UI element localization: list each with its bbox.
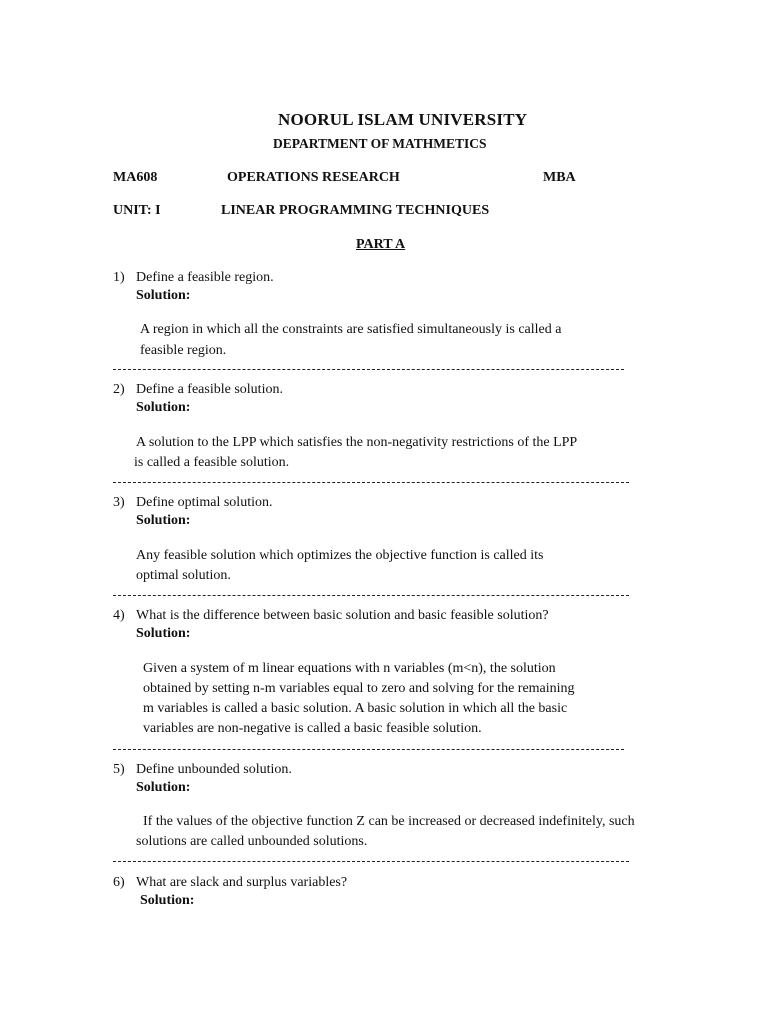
solution-label: Solution:	[136, 288, 191, 303]
course-name: OPERATIONS RESEARCH	[227, 170, 400, 185]
solution-label: Solution:	[136, 780, 191, 795]
question-number: 4)	[113, 608, 125, 623]
department-title: DEPARTMENT OF MATHMETICS	[273, 136, 487, 151]
answer-line: optimal solution.	[136, 568, 231, 583]
answer-line: Any feasible solution which optimizes the objective function is called its	[136, 548, 544, 563]
answer-line: Given a system of m linear equations with n variables (m<n), the solution	[143, 661, 556, 676]
question-number: 5)	[113, 762, 125, 777]
question-text: Define unbounded solution.	[136, 762, 292, 777]
answer-line: A region in which all the constraints are satisfied simultaneously is called a	[140, 322, 562, 337]
separator-line	[113, 595, 629, 597]
answer-line: feasible region.	[140, 343, 227, 358]
separator-line	[113, 749, 624, 751]
question-text: Define a feasible region.	[136, 270, 274, 285]
separator-line	[113, 482, 629, 484]
solution-label: Solution:	[140, 893, 195, 908]
question-text: What are slack and surplus variables?	[136, 875, 348, 890]
university-title: NOORUL ISLAM UNIVERSITY	[278, 110, 528, 129]
question-number: 2)	[113, 382, 125, 397]
question-text: Define a feasible solution.	[136, 382, 283, 397]
solution-label: Solution:	[136, 626, 191, 641]
answer-line: If the values of the objective function Z can be increased or decreased indefinitely, such	[143, 814, 635, 829]
unit-title: LINEAR PROGRAMMING TECHNIQUES	[221, 203, 490, 218]
answer-line: solutions are called unbounded solutions.	[136, 834, 368, 849]
solution-label: Solution:	[136, 513, 191, 528]
separator-line	[113, 369, 624, 371]
answer-line: m variables is called a basic solution. A basic solution in which all the basic	[143, 701, 568, 716]
question-number: 1)	[113, 270, 125, 285]
program-name: MBA	[543, 170, 576, 185]
answer-line: A solution to the LPP which satisfies the non-negativity restrictions of the LPP	[136, 435, 578, 450]
question-text: What is the difference between basic solution and basic feasible solution?	[136, 608, 549, 623]
question-number: 6)	[113, 875, 125, 890]
separator-line	[113, 861, 629, 863]
answer-line: obtained by setting n-m variables equal to zero and solving for the remaining	[143, 681, 575, 696]
answer-line: variables are non-negative is called a basic feasible solution.	[143, 721, 482, 736]
part-heading: PART A	[356, 237, 406, 252]
answer-line: is called a feasible solution.	[134, 455, 290, 470]
unit-label: UNIT: I	[113, 203, 161, 218]
solution-label: Solution:	[136, 400, 191, 415]
question-number: 3)	[113, 495, 125, 510]
course-code: MA608	[113, 170, 158, 185]
question-text: Define optimal solution.	[136, 495, 273, 510]
